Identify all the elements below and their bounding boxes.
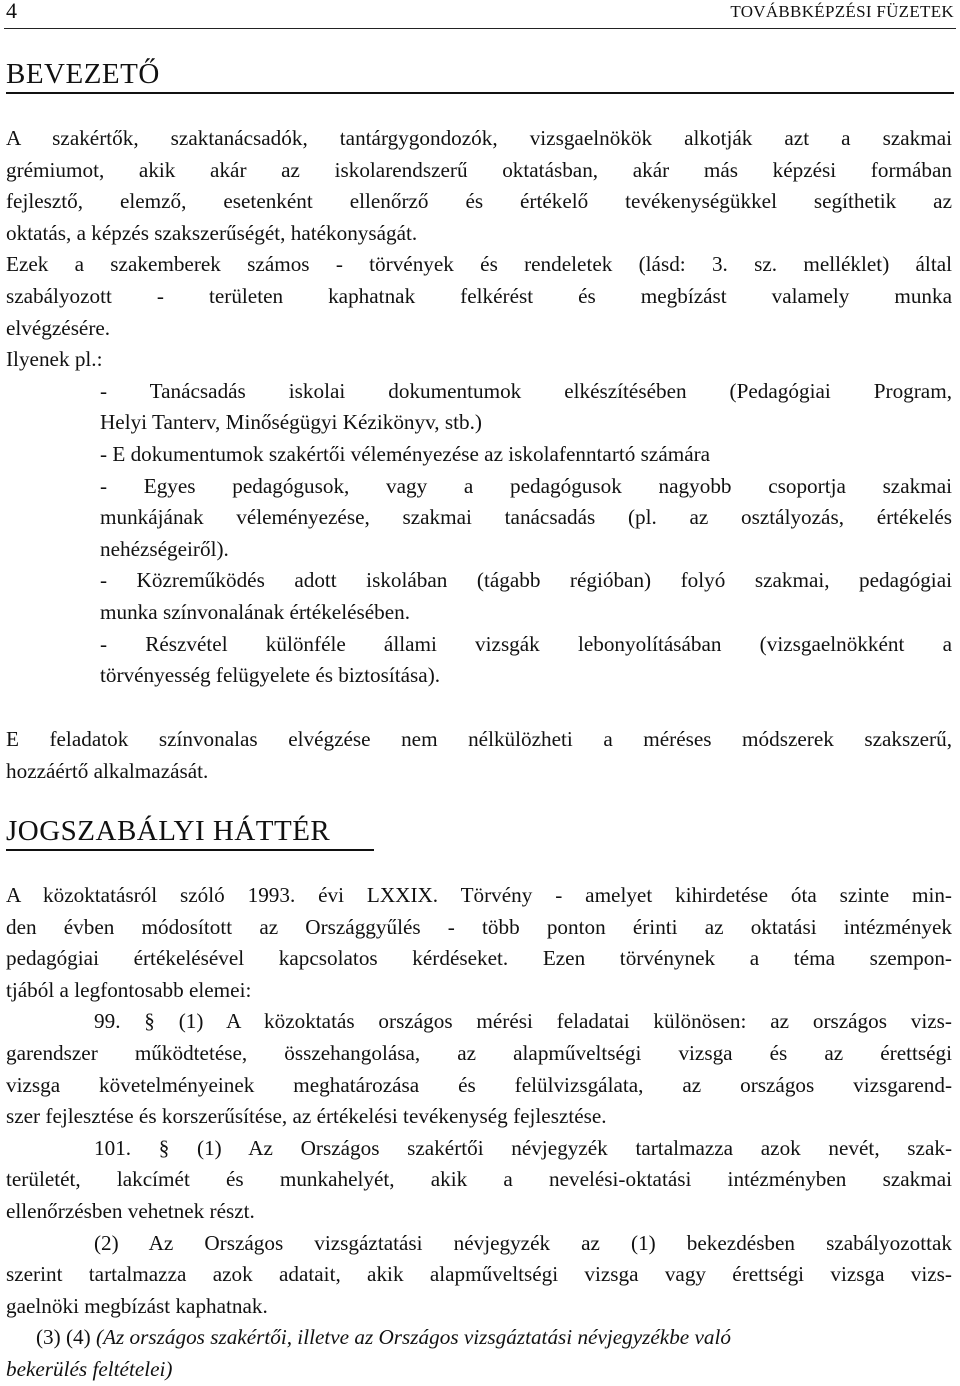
text-line: Ilyenek pl.:: [6, 347, 103, 372]
text-line: szabályozott - területen kaphatnak felkérést és megbízást valamely munka: [6, 283, 952, 308]
text-line: garendszer működtetése, összehangolása, az alapműveltségi vizsga és az érettségi: [6, 1040, 952, 1065]
running-title: TOVÁBBKÉPZÉSI FÜZETEK: [730, 2, 954, 21]
list-item-line: nehézségeiről).: [100, 536, 229, 561]
section-title-bevezeto: BEVEZETŐ: [6, 58, 954, 94]
list-item-line: - Tanácsadás iskolai dokumentumok elkészítésében (Pedagógiai Program,: [100, 378, 952, 403]
text-line: den évben módosított az Országgyűlés - több ponton érinti az oktatási intézmények: [6, 914, 952, 939]
law-paragraph-line: (2) Az Országos vizsgáztatási névjegyzék az (1) bekezdésben szabályozottak: [94, 1230, 952, 1255]
text-line: E feladatok színvonalas elvégzése nem nélkülözheti a méréses módszerek szakszerű,: [6, 727, 952, 751]
list-item-line: munka színvonalának értékelésében.: [100, 599, 411, 624]
text-line: fejlesztő, elemző, esetenként ellenőrző és értékelő tevékenységükkel segíthetik az: [6, 189, 952, 214]
paragraph-numbers: (3) (4): [36, 1325, 97, 1350]
text-line: Ezek a szakemberek számos - törvények és rendeletek (lásd: 3. sz. melléklet) által: [6, 252, 952, 277]
section-jogszabalyi-body: [6, 880, 952, 1386]
italic-note: (Az országos szakértői, illetve az Országos vizsgáztatási névjegyzékbe való: [96, 1325, 731, 1350]
text-line: vizsga követelményeinek meghatározása és felülvizsgálata, az országos vizsgarend-: [6, 1072, 952, 1097]
italic-note-line: bekerülés feltételei): [6, 1356, 173, 1381]
law-paragraph-line: 101. § (1) Az Országos szakértői névjegyzék tartalmazza azok nevét, szak-: [94, 1135, 952, 1160]
list-item-line: törvényesség felügyelete és biztosítása).: [100, 663, 441, 688]
list-item-line: - Részvétel különféle állami vizsgák lebonyolításában (vizsgaelnökként a: [100, 631, 952, 656]
text-line: ellenőrzésben vehetnek részt.: [6, 1198, 255, 1223]
list-item-line: - Közreműködés adott iskolában (tágabb régióban) folyó szakmai, pedagógiai: [100, 568, 952, 593]
text-line: oktatás, a képzés szakszerűségét, hatékonyságát.: [6, 220, 418, 245]
section-title-jogszabalyi-hatter: JOGSZABÁLYI HÁTTÉR: [6, 815, 374, 851]
law-paragraph-line: [6, 1322, 952, 1354]
text-line: szerint tartalmazza azok adatait, akik alapműveltségi vizsga vagy érettségi vizsga vizs-: [6, 1262, 952, 1287]
text-line: grémiumot, akik akár az iskolarendszerű oktatásban, akár más képzési formában: [6, 157, 952, 182]
text-line: hozzáértő alkalmazását.: [6, 758, 209, 783]
text-line: A közoktatásról szóló 1993. évi LXXIX. Törvény - amelyet kihirdetése óta szinte min-: [6, 883, 952, 907]
text-line: elvégzésére.: [6, 315, 111, 340]
list-item-line: munkájának véleményezése, szakmai tanácsadás (pl. az osztályozás, értékelés: [100, 505, 952, 530]
text-line: tjából a legfontosabb elemei:: [6, 977, 252, 1002]
text-line: szer fejlesztése és korszerűsítése, az értékelési tevékenység fejlesztése.: [6, 1104, 607, 1129]
page-header: [4, 2, 956, 29]
list-item-line: - E dokumentumok szakértői véleményezése az iskolafenntartó számára: [100, 441, 711, 466]
text-line: A szakértők, szaktanácsadók, tantárgygondozók, vizsgaelnökök alkotják azt a szakmai: [6, 126, 952, 150]
list-item-line: - Egyes pedagógusok, vagy a pedagógusok nagyobb csoportja szakmai: [100, 473, 952, 498]
text-line: területét, lakcímét és munkahelyét, akik a nevelési-oktatási intézményben szakmai: [6, 1167, 952, 1192]
law-paragraph-line: 99. § (1) A közoktatás országos mérési feladatai különösen: az országos vizs-: [94, 1009, 952, 1034]
text-line: gaelnöki megbízást kaphatnak.: [6, 1293, 268, 1318]
section-bevezeto-body: [6, 123, 952, 692]
page-number: 4: [6, 0, 17, 23]
list-item-line: Helyi Tanterv, Minőségügyi Kézikönyv, stb.): [100, 410, 482, 435]
text-line: pedagógiai értékelésével kapcsolatos kérdéseket. Ezen törvénynek a téma szempon-: [6, 946, 952, 971]
section-bevezeto-closing: [6, 724, 952, 787]
